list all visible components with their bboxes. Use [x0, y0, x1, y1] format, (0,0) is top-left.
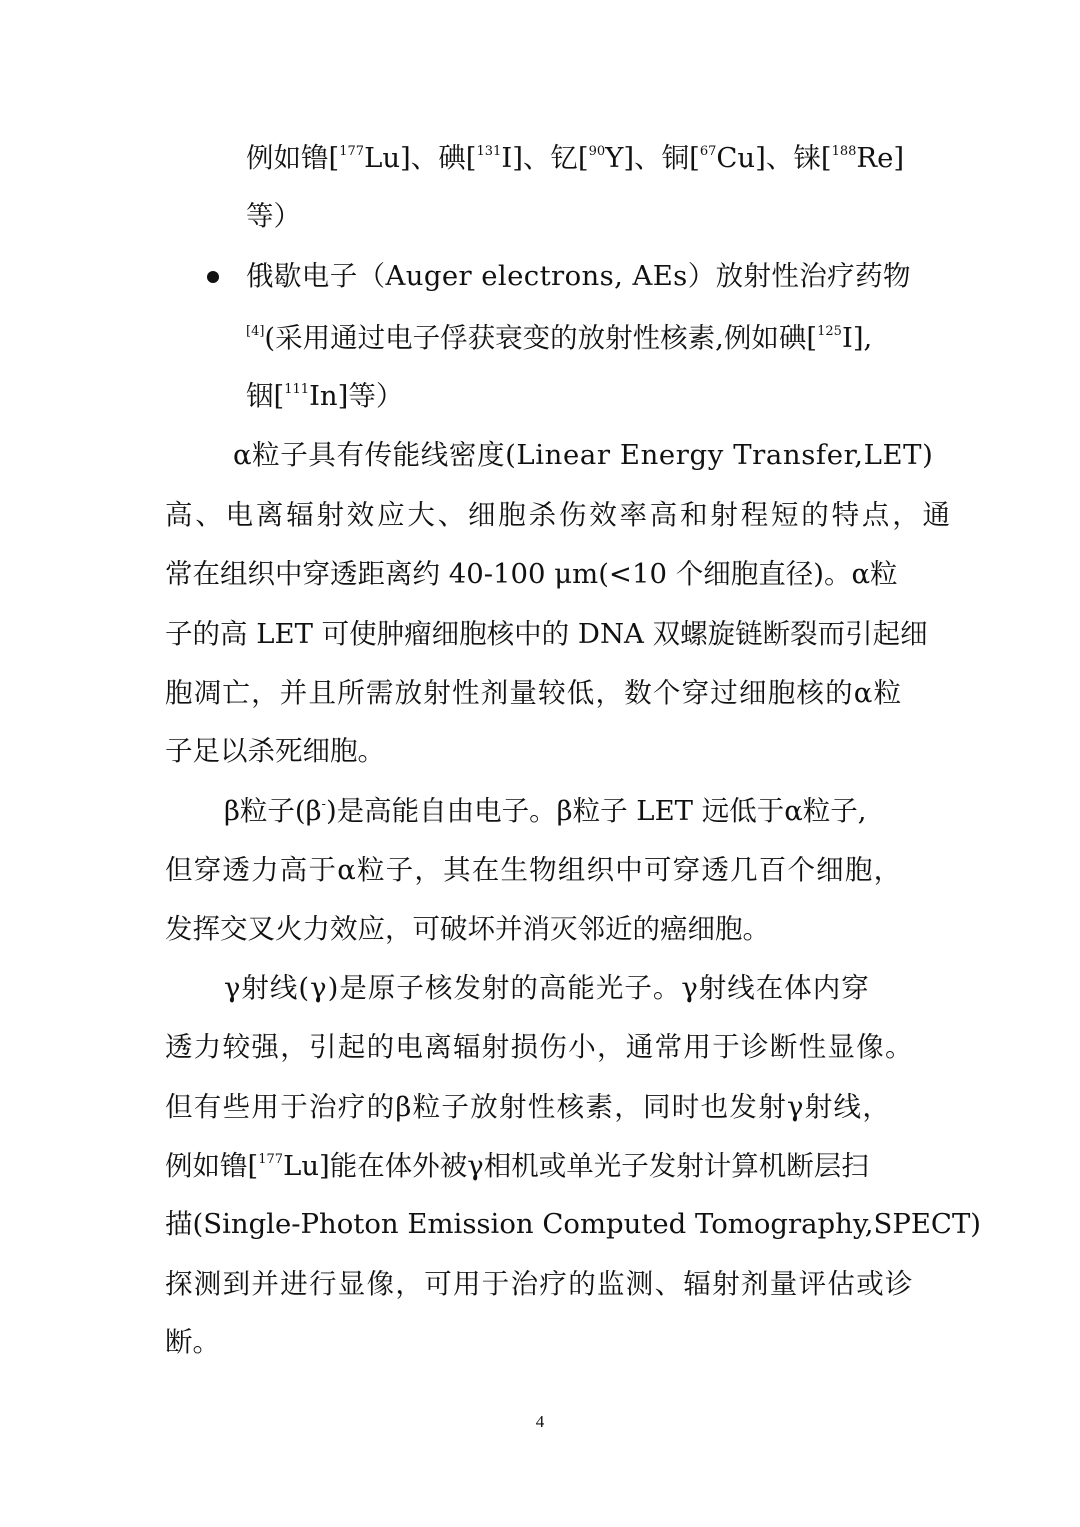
superscript: 188	[831, 144, 857, 159]
text-line	[165, 1089, 891, 1125]
text-segment: 发挥交叉火力效应，可破坏并消灭邻近的癌细胞。	[165, 913, 770, 945]
text-segment: 常在组织中穿透距离约 40-100 μm(<10 个细胞直径)。α粒	[165, 558, 898, 590]
text-line	[165, 497, 953, 533]
text-segment: 子足以杀死细胞。	[165, 735, 385, 767]
text-segment: 高、电离辐射效应大、细胞杀伤效率高和射程短的特点，通	[165, 499, 953, 531]
text-segment: 断。	[165, 1326, 220, 1358]
text-segment: 但穿透力高于α粒子，其在生物组织中可穿透几百个细胞，	[165, 854, 903, 886]
superscript: 111	[284, 382, 310, 397]
text-segment: Lu]能在体外被γ相机或单光子发射计算机断层扫	[283, 1150, 869, 1182]
text-line	[165, 675, 902, 711]
text-line	[224, 970, 870, 1006]
text-segment: 例如镥[	[165, 1150, 259, 1182]
text-line	[165, 616, 928, 652]
text-segment: 但有些用于治疗的β粒子放射性核素，同时也发射γ射线，	[165, 1091, 892, 1123]
text-segment: α粒子具有传能线密度(Linear Energy Transfer,LET)	[233, 439, 934, 471]
text-line	[165, 1206, 981, 1242]
text-segment: γ射线(γ)是原子核发射的高能光子。γ射线在体内穿	[224, 972, 870, 1004]
text-segment: 例如镥[	[246, 142, 340, 174]
text-line	[165, 1148, 869, 1184]
text-line	[165, 1266, 914, 1302]
text-segment: Y]、铜[	[605, 142, 700, 174]
superscript: 177	[339, 144, 365, 159]
text-line	[246, 198, 301, 234]
text-line	[224, 793, 867, 829]
text-line	[246, 378, 403, 414]
text-segment: 俄歇电子（Auger electrons, AEs）放射性治疗药物	[246, 260, 911, 292]
text-segment: In]等）	[309, 380, 404, 412]
superscript: 125	[817, 324, 842, 339]
superscript: 67	[699, 144, 717, 159]
text-segment: 子的高 LET 可使肿瘤细胞核中的 DNA 双螺旋链断裂而引起细	[165, 618, 928, 650]
text-segment: 描(Single-Photon Emission Computed Tomography,SPECT)	[165, 1208, 982, 1240]
text-segment: 等）	[246, 200, 301, 232]
superscript: 90	[588, 144, 606, 159]
text-line	[165, 911, 770, 947]
text-line	[165, 1029, 914, 1065]
text-line	[246, 258, 911, 294]
text-segment: Re]	[856, 142, 905, 174]
superscript: 131	[476, 144, 502, 159]
text-line	[165, 1324, 220, 1360]
superscript: [4]	[246, 324, 265, 339]
text-segment: Lu]、碘[	[364, 142, 477, 174]
superscript: -	[321, 797, 326, 812]
page-number: 4	[535, 1412, 545, 1431]
text-segment: I],	[841, 322, 873, 354]
text-segment: 铟[	[246, 380, 285, 412]
text-line	[165, 852, 902, 888]
text-segment: I]、钇[	[501, 142, 589, 174]
text-line	[165, 556, 898, 592]
text-line	[246, 140, 904, 176]
text-line	[233, 437, 933, 473]
text-segment: 胞凋亡，并且所需放射性剂量较低，数个穿过细胞核的α粒	[165, 677, 903, 709]
text-line	[246, 320, 872, 356]
text-line	[165, 733, 385, 769]
text-segment: β粒子(β	[224, 795, 322, 827]
text-segment: 探测到并进行显像，可用于治疗的监测、辐射剂量评估或诊	[165, 1268, 914, 1300]
superscript: 177	[258, 1152, 284, 1167]
bullet-icon	[207, 271, 219, 283]
text-segment: 透力较强，引起的电离辐射损伤小，通常用于诊断性显像。	[165, 1031, 914, 1063]
text-segment: )是高能自由电子。β粒子 LET 远低于α粒子,	[325, 795, 867, 827]
text-segment: Cu]、铼[	[716, 142, 832, 174]
text-segment: (采用通过电子俘获衰变的放射性核素,例如碘[	[264, 322, 818, 354]
